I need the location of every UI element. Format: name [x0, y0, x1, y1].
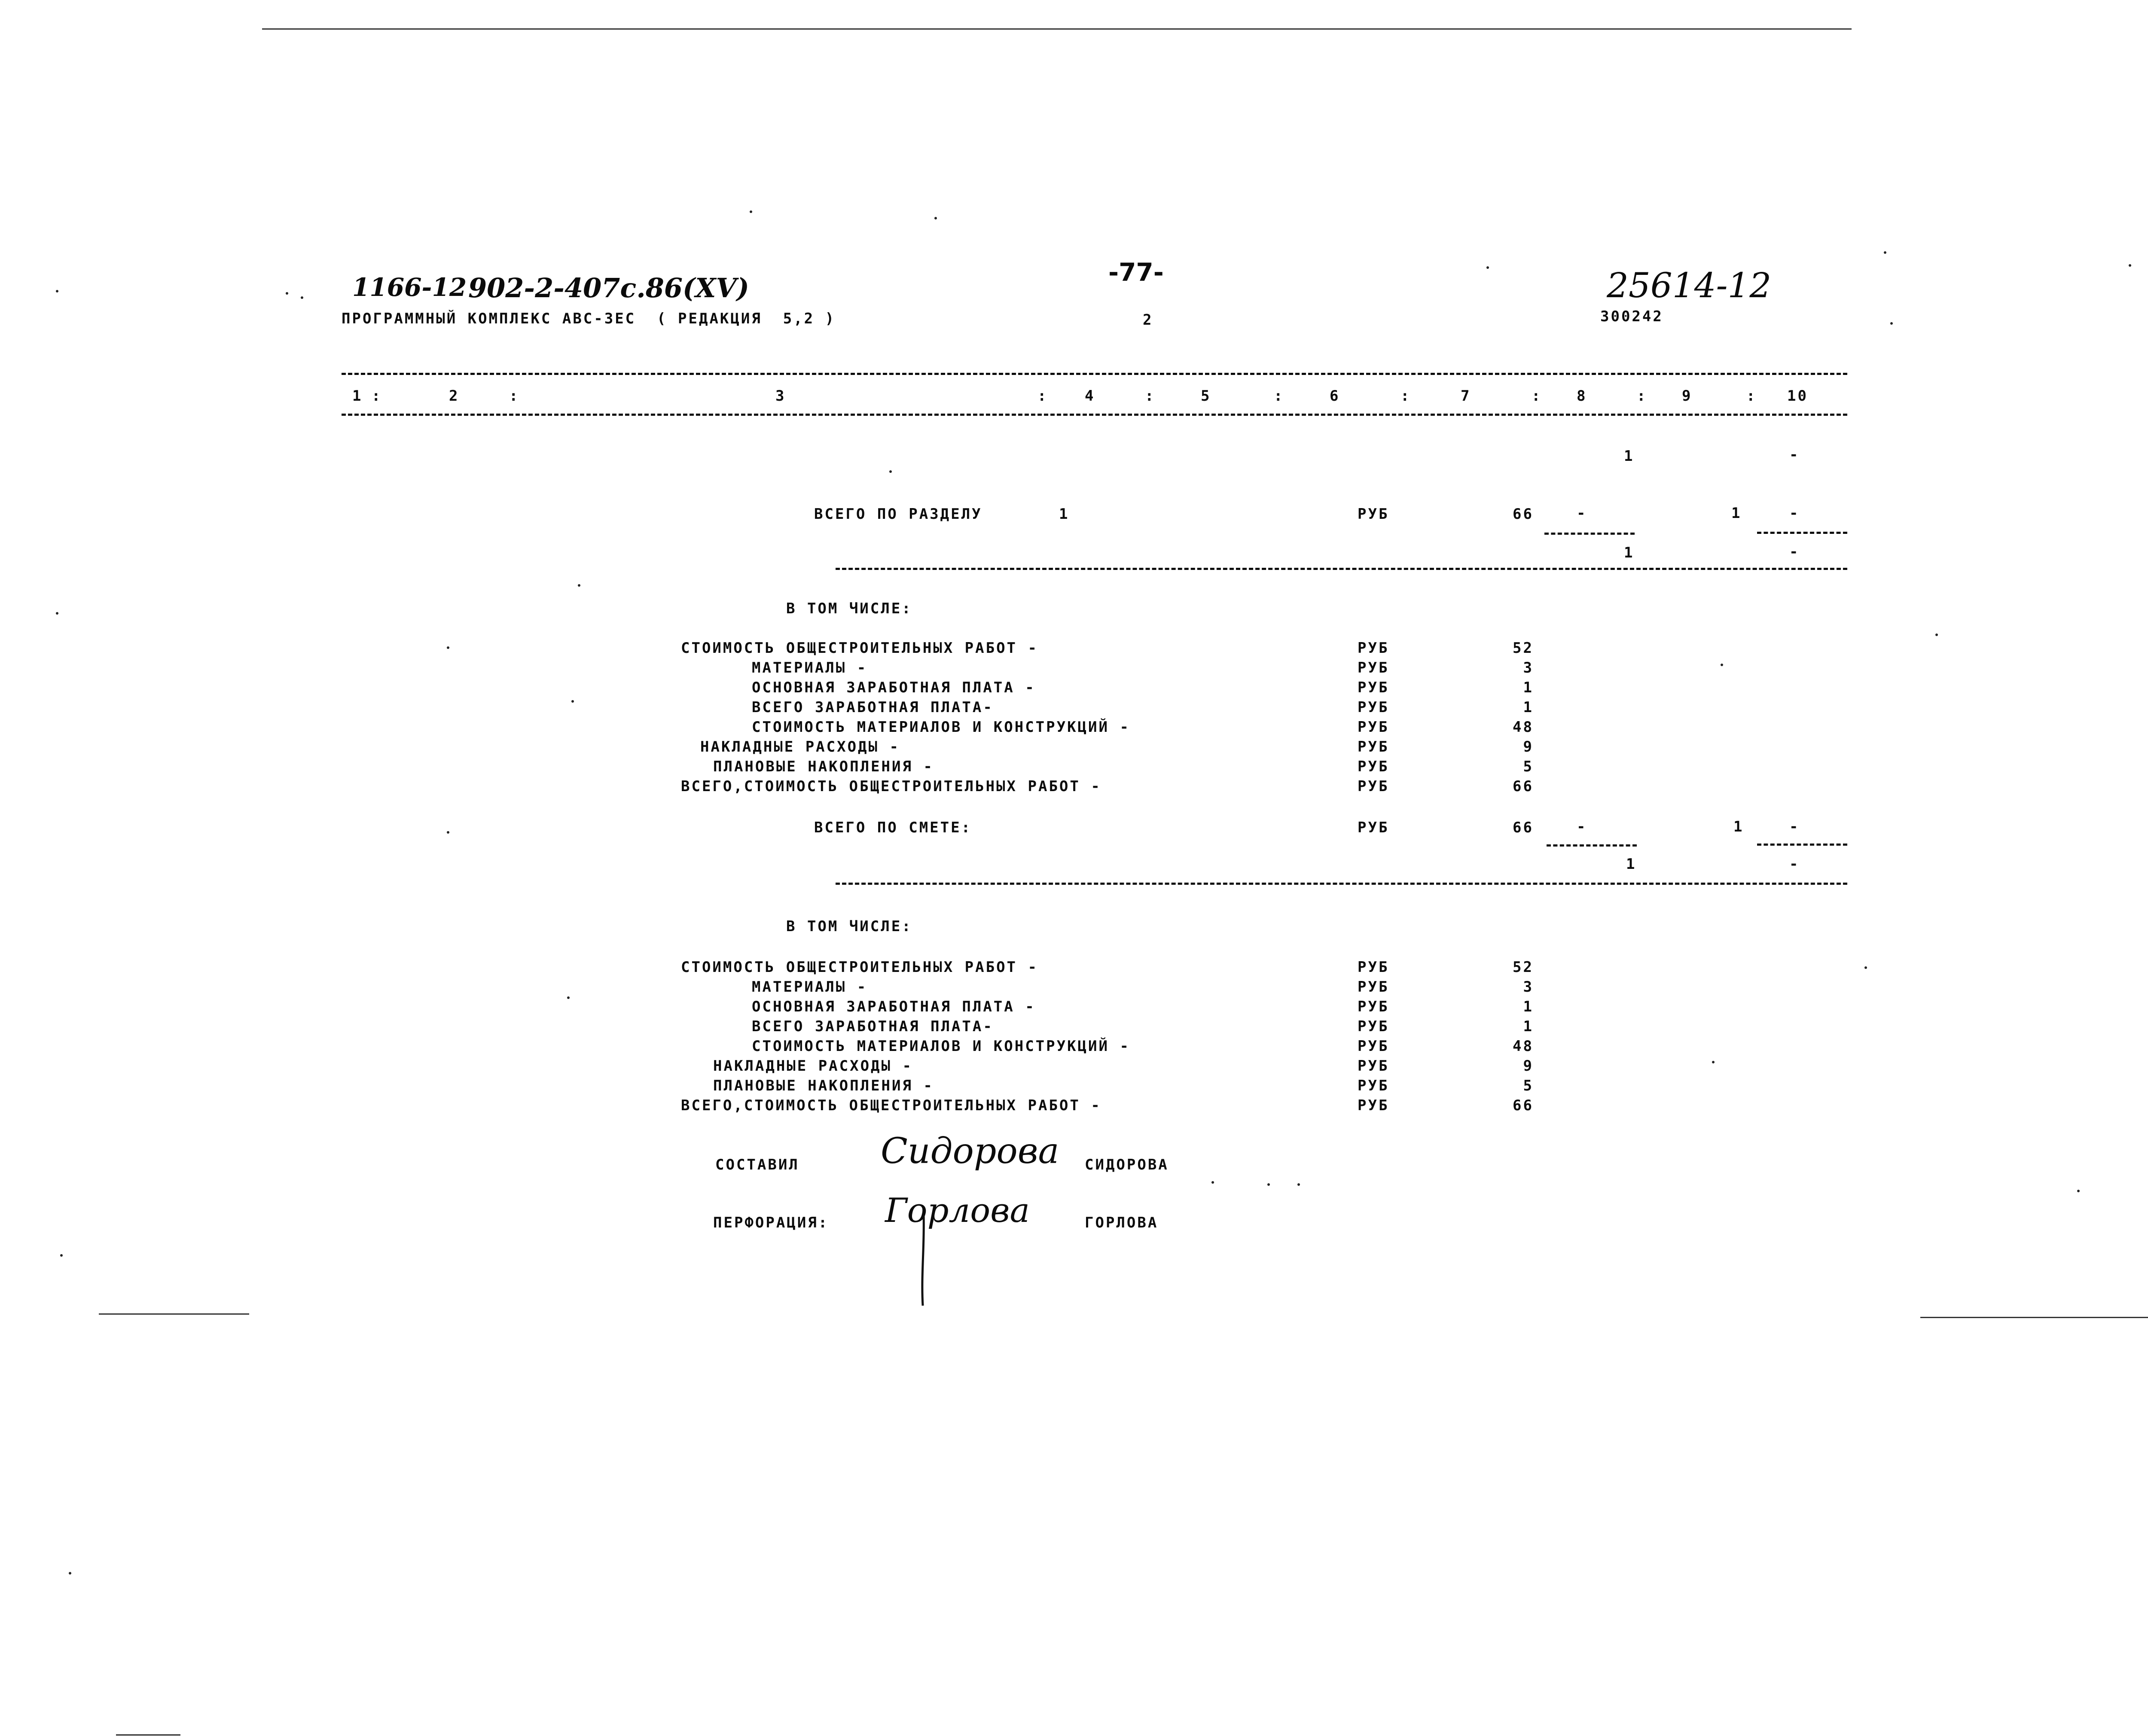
block2-row-unit: РУБ — [1358, 1057, 1389, 1075]
block1-row-value: 3 — [1523, 659, 1534, 676]
scan-speck — [1297, 1183, 1300, 1186]
block2-row-label: СТОИМОСТЬ МАТЕРИАЛОВ И КОНСТРУКЦИЙ - — [752, 1038, 1130, 1055]
header-doc-number: 300242 — [1600, 308, 1663, 325]
section-total-col10-rule — [1757, 532, 1847, 534]
block1-row-unit: РУБ — [1358, 778, 1389, 795]
header-left-handwritten: 1166-12 — [352, 273, 467, 302]
compiled-signature-text: Сидорова — [881, 1131, 1059, 1172]
column-number: 1 — [352, 387, 363, 405]
block1-row-value: 66 — [1513, 778, 1534, 795]
scan-speck — [1935, 633, 1938, 636]
block2-heading: В ТОМ ЧИСЛЕ: — [786, 918, 912, 935]
block1-row-unit: РУБ — [1358, 679, 1389, 696]
scan-speck — [56, 290, 58, 292]
block1-row-value: 9 — [1523, 738, 1534, 755]
scan-speck — [56, 612, 58, 615]
column-separator: : — [1400, 387, 1411, 405]
block1-row-label: ВСЕГО ЗАРАБОТНАЯ ПЛАТА- — [752, 699, 994, 716]
estimate-total-divider — [836, 883, 1847, 885]
block2-row-label: НАКЛАДНЫЕ РАСХОДЫ - — [713, 1057, 913, 1075]
block1-row-unit: РУБ — [1358, 699, 1389, 716]
perforation-name: ГОРЛОВА — [1085, 1214, 1159, 1231]
column-number: 5 — [1201, 387, 1211, 405]
column-number: 10 — [1787, 387, 1808, 405]
estimate-total-col10-top: - — [1789, 818, 1800, 835]
perforation-signature-stroke — [915, 1211, 932, 1310]
section-total-divider — [836, 568, 1847, 570]
block2-row-value: 52 — [1513, 959, 1534, 976]
header-program-line: ПРОГРАММНЫЙ КОМПЛЕКС АВС-ЗЕС ( РЕДАКЦИЯ 5,2 ) — [342, 310, 836, 327]
block2-row-unit: РУБ — [1358, 1077, 1389, 1094]
column-number: 8 — [1577, 387, 1587, 405]
top-border-line — [262, 28, 1852, 30]
column-number: 2 — [449, 387, 460, 405]
block1-row-label: ВСЕГО,СТОИМОСТЬ ОБЩЕСТРОИТЕЛЬНЫХ РАБОТ - — [681, 778, 1101, 795]
block2-row-value: 1 — [1523, 1018, 1534, 1035]
block1-heading: В ТОМ ЧИСЛЕ: — [786, 600, 912, 617]
header-small-mark: 2 — [1143, 311, 1153, 329]
scan-speck — [1890, 322, 1893, 325]
block1-row-value: 52 — [1513, 640, 1534, 657]
scan-speck — [578, 584, 580, 587]
scan-speck — [447, 646, 449, 649]
scan-speck — [2129, 264, 2131, 267]
scan-speck — [1211, 1181, 1214, 1184]
estimate-total-col10-rule — [1757, 844, 1847, 846]
section-total-col10-bottom: - — [1789, 543, 1800, 560]
block1-row-value: 1 — [1523, 679, 1534, 696]
block1-row-label: ОСНОВНАЯ ЗАРАБОТНАЯ ПЛАТА - — [752, 679, 1036, 696]
header-right-handwritten: 25614-12 — [1607, 265, 1772, 305]
block1-row-label: МАТЕРИАЛЫ - — [752, 659, 868, 676]
block2-row-label: ВСЕГО,СТОИМОСТЬ ОБЩЕСТРОИТЕЛЬНЫХ РАБОТ - — [681, 1097, 1101, 1114]
estimate-total-col8-rule — [1547, 844, 1637, 847]
section-total-col8-top: - — [1577, 505, 1587, 522]
estimate-total-col8-bottom: 1 — [1626, 856, 1637, 873]
column-separator: : — [1037, 387, 1048, 405]
block1-row-value: 48 — [1513, 719, 1534, 736]
column-separator: : — [372, 387, 382, 405]
column-number: 7 — [1461, 387, 1471, 405]
scan-speck — [1721, 664, 1723, 666]
compiled-name: СИДОРОВА — [1085, 1156, 1169, 1173]
perforation-signature-text: Горлова — [885, 1191, 1030, 1230]
block1-row-value: 5 — [1523, 758, 1534, 775]
section-total-label: ВСЕГО ПО РАЗДЕЛУ — [814, 506, 982, 523]
column-band-bottom-rule — [342, 414, 1847, 416]
column-separator: : — [1274, 387, 1285, 405]
section-total-col8-rule — [1544, 533, 1635, 535]
block2-row-label: ОСНОВНАЯ ЗАРАБОТНАЯ ПЛАТА - — [752, 998, 1036, 1015]
block2-row-value: 48 — [1513, 1038, 1534, 1055]
block1-row-unit: РУБ — [1358, 719, 1389, 736]
block2-row-unit: РУБ — [1358, 998, 1389, 1015]
column-separator: : — [1532, 387, 1542, 405]
block1-row-value: 1 — [1523, 699, 1534, 716]
scan-speck — [60, 1254, 63, 1257]
scan-speck — [1267, 1183, 1270, 1186]
section-total-col10-left: 1 — [1731, 505, 1742, 522]
block2-row-unit: РУБ — [1358, 978, 1389, 996]
scan-speck — [286, 292, 288, 295]
column-number: 6 — [1330, 387, 1340, 405]
scan-speck — [301, 296, 303, 299]
column-number: 4 — [1085, 387, 1095, 405]
compiled-label: СОСТАВИЛ — [715, 1156, 799, 1173]
column-number: 3 — [775, 387, 786, 405]
block2-row-value: 9 — [1523, 1057, 1534, 1075]
estimate-total-label: ВСЕГО ПО СМЕТЕ: — [814, 819, 972, 836]
block1-row-unit: РУБ — [1358, 758, 1389, 775]
scan-speck — [69, 1572, 71, 1575]
column-separator: : — [509, 387, 520, 405]
block1-row-label: СТОИМОСТЬ ОБЩЕСТРОИТЕЛЬНЫХ РАБОТ - — [681, 640, 1038, 657]
block1-row-unit: РУБ — [1358, 659, 1389, 676]
block2-row-value: 66 — [1513, 1097, 1534, 1114]
scan-speck — [889, 470, 892, 473]
column-number: 9 — [1682, 387, 1693, 405]
section-total-col10-top: - — [1789, 505, 1800, 522]
scan-speck — [750, 210, 752, 213]
estimate-total-col10-left: 1 — [1733, 818, 1744, 835]
block1-row-unit: РУБ — [1358, 640, 1389, 657]
stray-one: 1 — [1624, 448, 1635, 465]
bottom-right-edge-line — [1920, 1317, 2148, 1318]
scan-speck — [934, 217, 937, 219]
stray-dash: - — [1789, 446, 1800, 463]
column-band-top-rule — [342, 373, 1847, 375]
block2-row-value: 5 — [1523, 1077, 1534, 1094]
block2-row-unit: РУБ — [1358, 1018, 1389, 1035]
section-total-col8-bottom: 1 — [1624, 544, 1635, 561]
section-total-number: 1 — [1059, 506, 1070, 523]
header-page-number: -77- — [1108, 258, 1164, 287]
estimate-total-unit: РУБ — [1358, 819, 1389, 836]
estimate-total-col8-top: - — [1577, 818, 1587, 835]
scan-speck — [1486, 266, 1489, 269]
estimate-total-col7: 66 — [1513, 819, 1534, 836]
block1-row-label: НАКЛАДНЫЕ РАСХОДЫ - — [700, 738, 900, 755]
section-total-unit: РУБ — [1358, 506, 1389, 523]
block1-row-label: ПЛАНОВЫЕ НАКОПЛЕНИЯ - — [713, 758, 934, 775]
block2-row-unit: РУБ — [1358, 1097, 1389, 1114]
perforation-label: ПЕРФОРАЦИЯ: — [713, 1214, 829, 1231]
scan-speck — [1864, 966, 1867, 969]
column-separator: : — [1637, 387, 1648, 405]
block2-row-unit: РУБ — [1358, 1038, 1389, 1055]
scan-speck — [567, 996, 570, 999]
block2-row-label: МАТЕРИАЛЫ - — [752, 978, 868, 996]
scan-speck — [1712, 1061, 1715, 1063]
block2-row-label: ПЛАНОВЫЕ НАКОПЛЕНИЯ - — [713, 1077, 934, 1094]
column-separator: : — [1145, 387, 1156, 405]
block2-row-label: СТОИМОСТЬ ОБЩЕСТРОИТЕЛЬНЫХ РАБОТ - — [681, 959, 1038, 976]
header-project-code: 902-2-407с.86(XV) — [468, 272, 749, 304]
block2-row-label: ВСЕГО ЗАРАБОТНАЯ ПЛАТА- — [752, 1018, 994, 1035]
section-total-col7: 66 — [1513, 506, 1534, 523]
estimate-total-col10-bottom: - — [1789, 856, 1800, 873]
column-separator: : — [1746, 387, 1757, 405]
block2-row-value: 1 — [1523, 998, 1534, 1015]
block2-row-value: 3 — [1523, 978, 1534, 996]
scan-speck — [2077, 1190, 2080, 1192]
block1-row-unit: РУБ — [1358, 738, 1389, 755]
block2-row-unit: РУБ — [1358, 959, 1389, 976]
block1-row-label: СТОИМОСТЬ МАТЕРИАЛОВ И КОНСТРУКЦИЙ - — [752, 719, 1130, 736]
bottom-left-edge-line — [99, 1313, 249, 1315]
bottom-corner-line — [116, 1734, 180, 1736]
scan-speck — [447, 831, 449, 834]
scan-speck — [571, 700, 574, 703]
scan-speck — [1884, 251, 1886, 254]
